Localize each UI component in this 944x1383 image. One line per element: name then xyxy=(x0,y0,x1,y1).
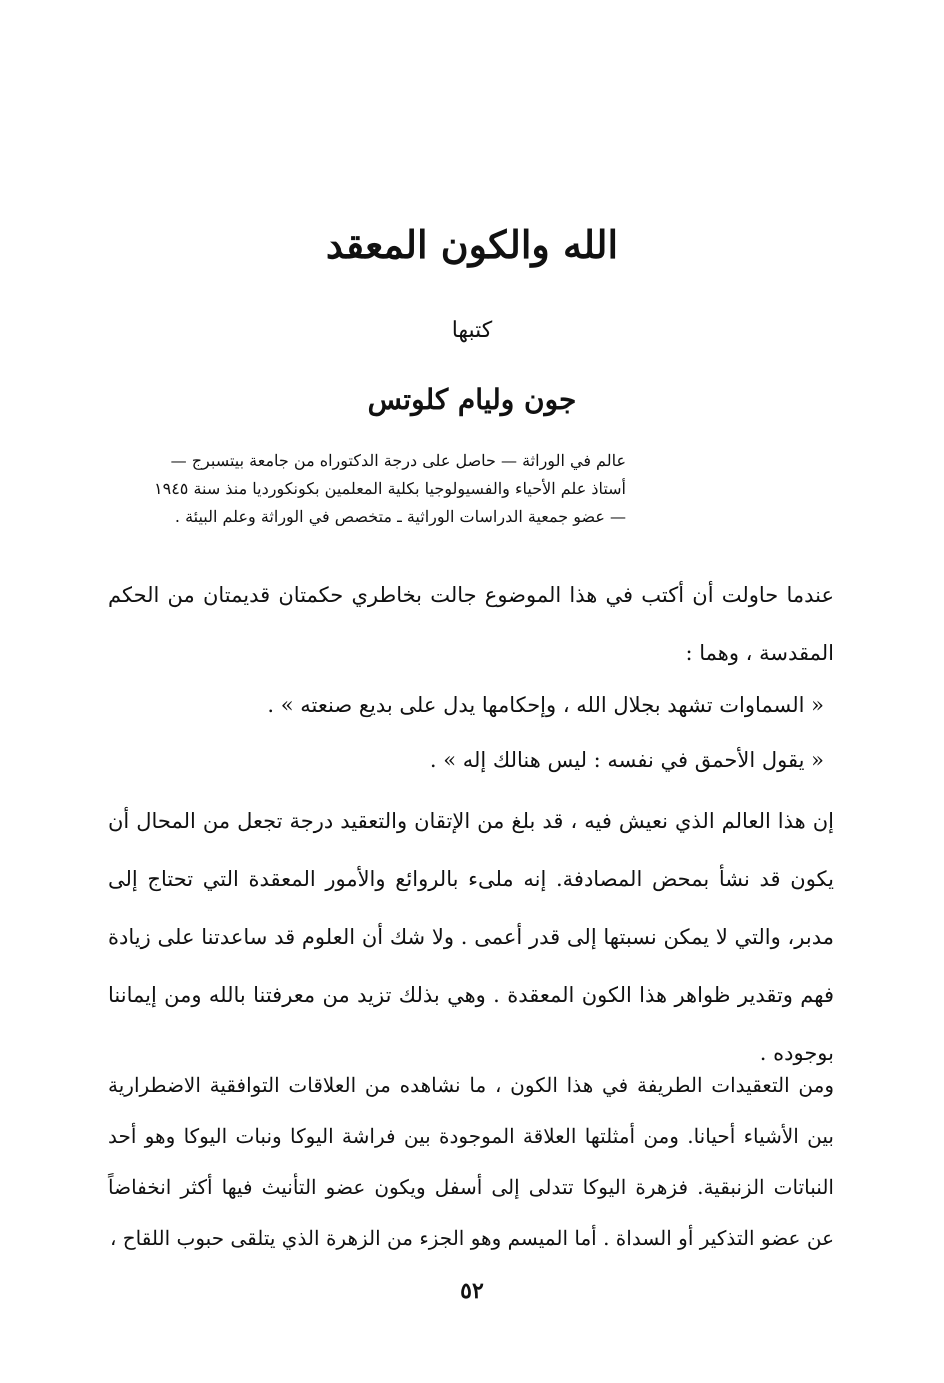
credential-line: — عضو جمعية الدراسات الوراثية ـ متخصص في الوراثة وعلم البيئة . xyxy=(174,507,626,526)
author-name: جون وليام كلوتس xyxy=(367,383,577,416)
page-number: ٥٢ xyxy=(460,1278,484,1304)
author-credentials xyxy=(112,447,626,531)
paragraph-intro: عندما حاولت أن أكتب في هذا الموضوع جالت بخاطري حكمتان قديمتان من الحكم المقدسة ، وهما : xyxy=(108,583,834,665)
quote-fool: « يقول الأحمق في نفسه : ليس هنالك إله » . xyxy=(429,748,824,772)
credential-line: أستاذ علم الأحياء والفسيولوجيا بكلية المعلمين بكونكورديا منذ سنة ١٩٤٥ xyxy=(154,479,626,498)
paragraph-yucca: ومن التعقيدات الطريفة في هذا الكون ، ما نشاهده من العلاقات التوافقية الاضطرارية بين الأشياء أحيانا. ومن أمثلتها العلاقة الموجودة بين فراشة اليوكا ونبات اليوكا وهو أحد النباتات الزنبقية. فزهرة اليوكا تتدلى إلى أسفل ويكون عضو التأنيث فيها أكثر انخفاضاً عن عضو التذكير أو السداة . أما الميسم وهو الجزء من الزهرة الذي يتلقى حبوب اللقاح ، xyxy=(108,1073,834,1250)
byline: كتبها xyxy=(451,318,493,343)
paragraph-world: إن هذا العالم الذي نعيش فيه ، قد بلغ من الإتقان والتعقيد درجة تجعل من المحال أن يكون قد نشأ بمحض المصادفة. إنه ملىء بالروائع والأمور المعقدة التي تحتاج إلى مدبر، والتي لا يمكن نسبتها إلى قدر أعمى . ولا شك أن العلوم قد ساعدتنا على زيادة فهم وتقدير ظواهر هذا الكون المعقدة . وهي بذلك تزيد من معرفتنا بالله ومن إيماننا بوجوده . xyxy=(108,809,834,1065)
quote-heavens: « السماوات تشهد بجلال الله ، وإحكامها يدل على بديع صنعته » . xyxy=(267,693,824,717)
page-title: الله والكون المعقد xyxy=(325,222,619,267)
credential-line: عالم في الوراثة — حاصل على درجة الدكتوراه من جامعة بيتسبرج — xyxy=(170,451,626,470)
